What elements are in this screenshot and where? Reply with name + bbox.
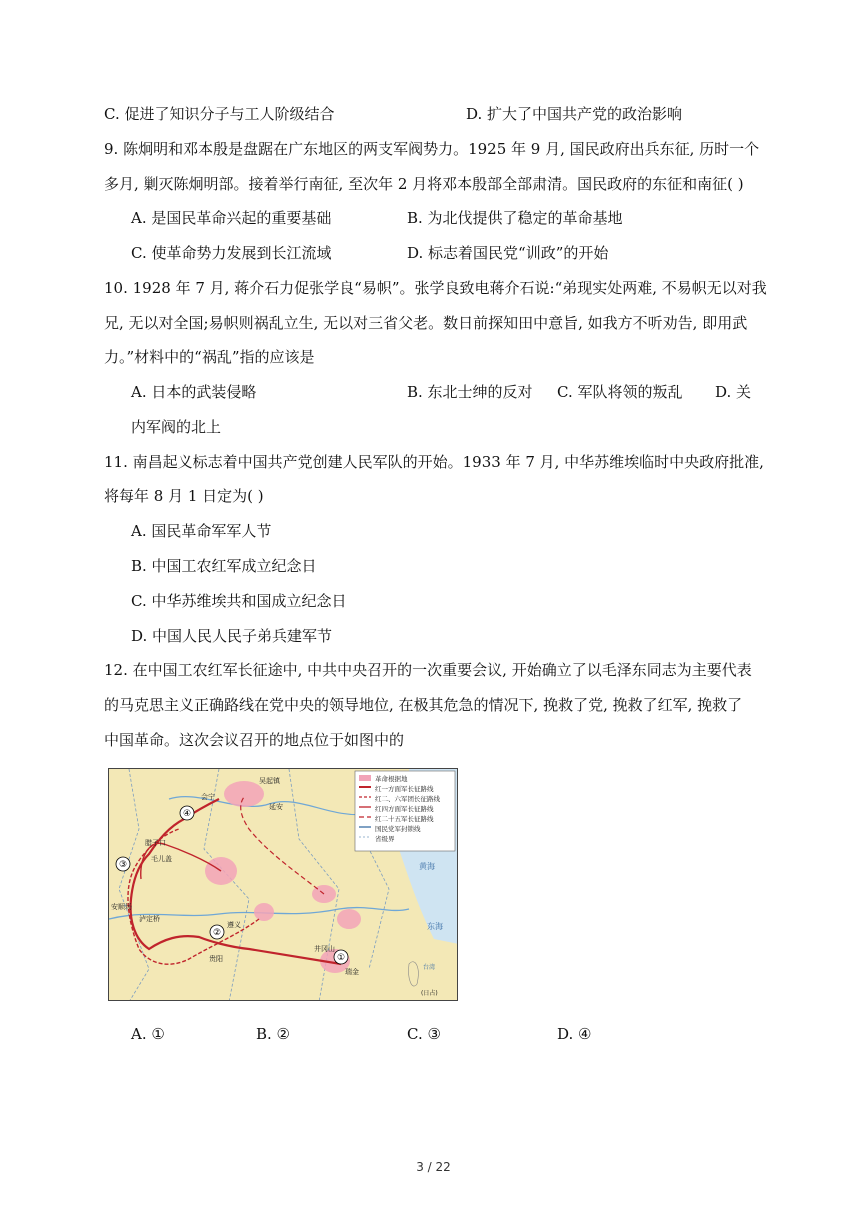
sea-label-taiwan: 台湾	[423, 964, 436, 971]
route-first-front-army	[131, 799, 341, 964]
place-lazikou: 腊子口	[145, 839, 166, 847]
place-yanan: 延安	[269, 803, 283, 811]
q11-stem-line2: 将每年 8 月 1 日定为( )	[104, 487, 264, 505]
sea-label-east-sea: 东海	[427, 922, 443, 931]
q8-option-c: C. 促进了知识分子与工人阶级结合	[104, 105, 335, 123]
q10-option-d: D. 关	[715, 383, 752, 401]
marker-1-label: ①	[336, 953, 346, 963]
q12-option-d: D. ④	[557, 1025, 592, 1043]
long-march-map	[108, 768, 458, 1001]
taiwan-island	[409, 962, 419, 986]
legend-label: 革命根据地	[375, 775, 408, 783]
q11-option-d: D. 中国人民人民子弟兵建军节	[131, 627, 333, 645]
base-area-shaanbei	[224, 781, 264, 807]
q8-option-d: D. 扩大了中国共产党的政治影响	[466, 105, 683, 123]
q11-option-b: B. 中国工农红军成立纪念日	[131, 557, 317, 575]
place-ludingqiao: 泸定桥	[139, 915, 160, 923]
q10-option-c: C. 军队将领的叛乱	[557, 383, 683, 401]
q9-stem-line1: 9. 陈炯明和邓本殷是盘踞在广东地区的两支军阀势力。1925 年 9 月, 国民政府出兵东征, 历时一个	[104, 140, 760, 158]
q10-stem-line3: 力。”材料中的“祸乱”指的应该是	[104, 348, 315, 366]
place-guiyang: 贵阳	[209, 955, 223, 963]
q9-option-b: B. 为北伐提供了稳定的革命基地	[407, 209, 623, 227]
legend-swatch-base-area	[359, 775, 371, 781]
q12-option-c: C. ③	[407, 1025, 441, 1043]
q9-stem-line2: 多月, 剿灭陈炯明部。接着举行南征, 至次年 2 月将邓本殷部全部肃清。国民政府的东征和南征( )	[104, 175, 744, 193]
place-anshunchang: 安顺场	[111, 903, 132, 911]
marker-4-label: ④	[182, 809, 192, 819]
page-number: 3 / 22	[416, 1160, 451, 1174]
q10-option-a: A. 日本的武装侵略	[131, 383, 257, 401]
place-huining: 会宁	[201, 793, 215, 801]
q12-option-b: B. ②	[256, 1025, 291, 1043]
legend-label: 红一方面军长征路线	[375, 785, 434, 793]
long-march-map-svg	[109, 769, 458, 1001]
q12-option-a: A. ①	[131, 1025, 165, 1043]
base-area-xianggan	[337, 909, 361, 929]
legend-label: 红四方面军长征路线	[375, 805, 434, 813]
legend-label: 国民党军封锁线	[375, 825, 421, 833]
marker-2-label: ②	[212, 928, 222, 938]
q12-stem-line3: 中国革命。这次会议召开的地点位于如图中的	[104, 731, 405, 749]
q12-stem-line2: 的马克思主义正确路线在党中央的领导地位, 在极其危急的情况下, 挽救了党, 挽救了红军, 挽救了	[104, 696, 743, 714]
legend-label: 红二、六军团长征路线	[375, 795, 440, 803]
q9-option-c: C. 使革命势力发展到长江流域	[131, 244, 332, 262]
sea-label-yellow-sea: 黄海	[419, 862, 435, 871]
q10-stem-line1: 10. 1928 年 7 月, 蒋介石力促张学良“易帜”。张学良致电蒋介石说:“弟现实处两难, 不易帜无以对我	[104, 279, 767, 297]
q11-option-c: C. 中华苏维埃共和国成立纪念日	[131, 592, 347, 610]
legend-label: 红二十五军长征路线	[375, 815, 434, 823]
sea-label-japanese-occupied: (日占)	[421, 990, 438, 997]
q10-option-b: B. 东北士绅的反对	[407, 383, 533, 401]
q9-option-a: A. 是国民革命兴起的重要基础	[131, 209, 332, 227]
q9-option-d: D. 标志着国民党“训政”的开始	[407, 244, 609, 262]
legend-label: 省级界	[375, 835, 395, 843]
q12-stem-line1: 12. 在中国工农红军长征途中, 中共中央召开的一次重要会议, 开始确立了以毛泽东同志为主要代表	[104, 661, 752, 679]
place-maoergai: 毛儿盖	[151, 855, 172, 863]
q10-option-d-continued: 内军阀的北上	[131, 418, 222, 436]
q10-stem-line2: 兄, 无以对全国;易帜则祸乱立生, 无以对三省父老。数日前探知田中意旨, 如我方不听劝告, 即用武	[104, 314, 748, 332]
q11-option-a: A. 国民革命军军人节	[131, 522, 272, 540]
place-wuqizhen: 吴起镇	[259, 777, 280, 785]
place-zunyi: 遵义	[227, 921, 241, 929]
marker-3-label: ③	[118, 860, 128, 870]
place-ruijin: 瑞金	[345, 968, 359, 976]
place-jinggangshan: 井冈山	[314, 945, 335, 953]
q11-stem-line1: 11. 南昌起义标志着中国共产党创建人民军队的开始。1933 年 7 月, 中华苏维埃临时中央政府批准,	[104, 453, 764, 471]
base-area-xiangexi	[254, 903, 274, 921]
route-25th-army	[241, 797, 324, 894]
